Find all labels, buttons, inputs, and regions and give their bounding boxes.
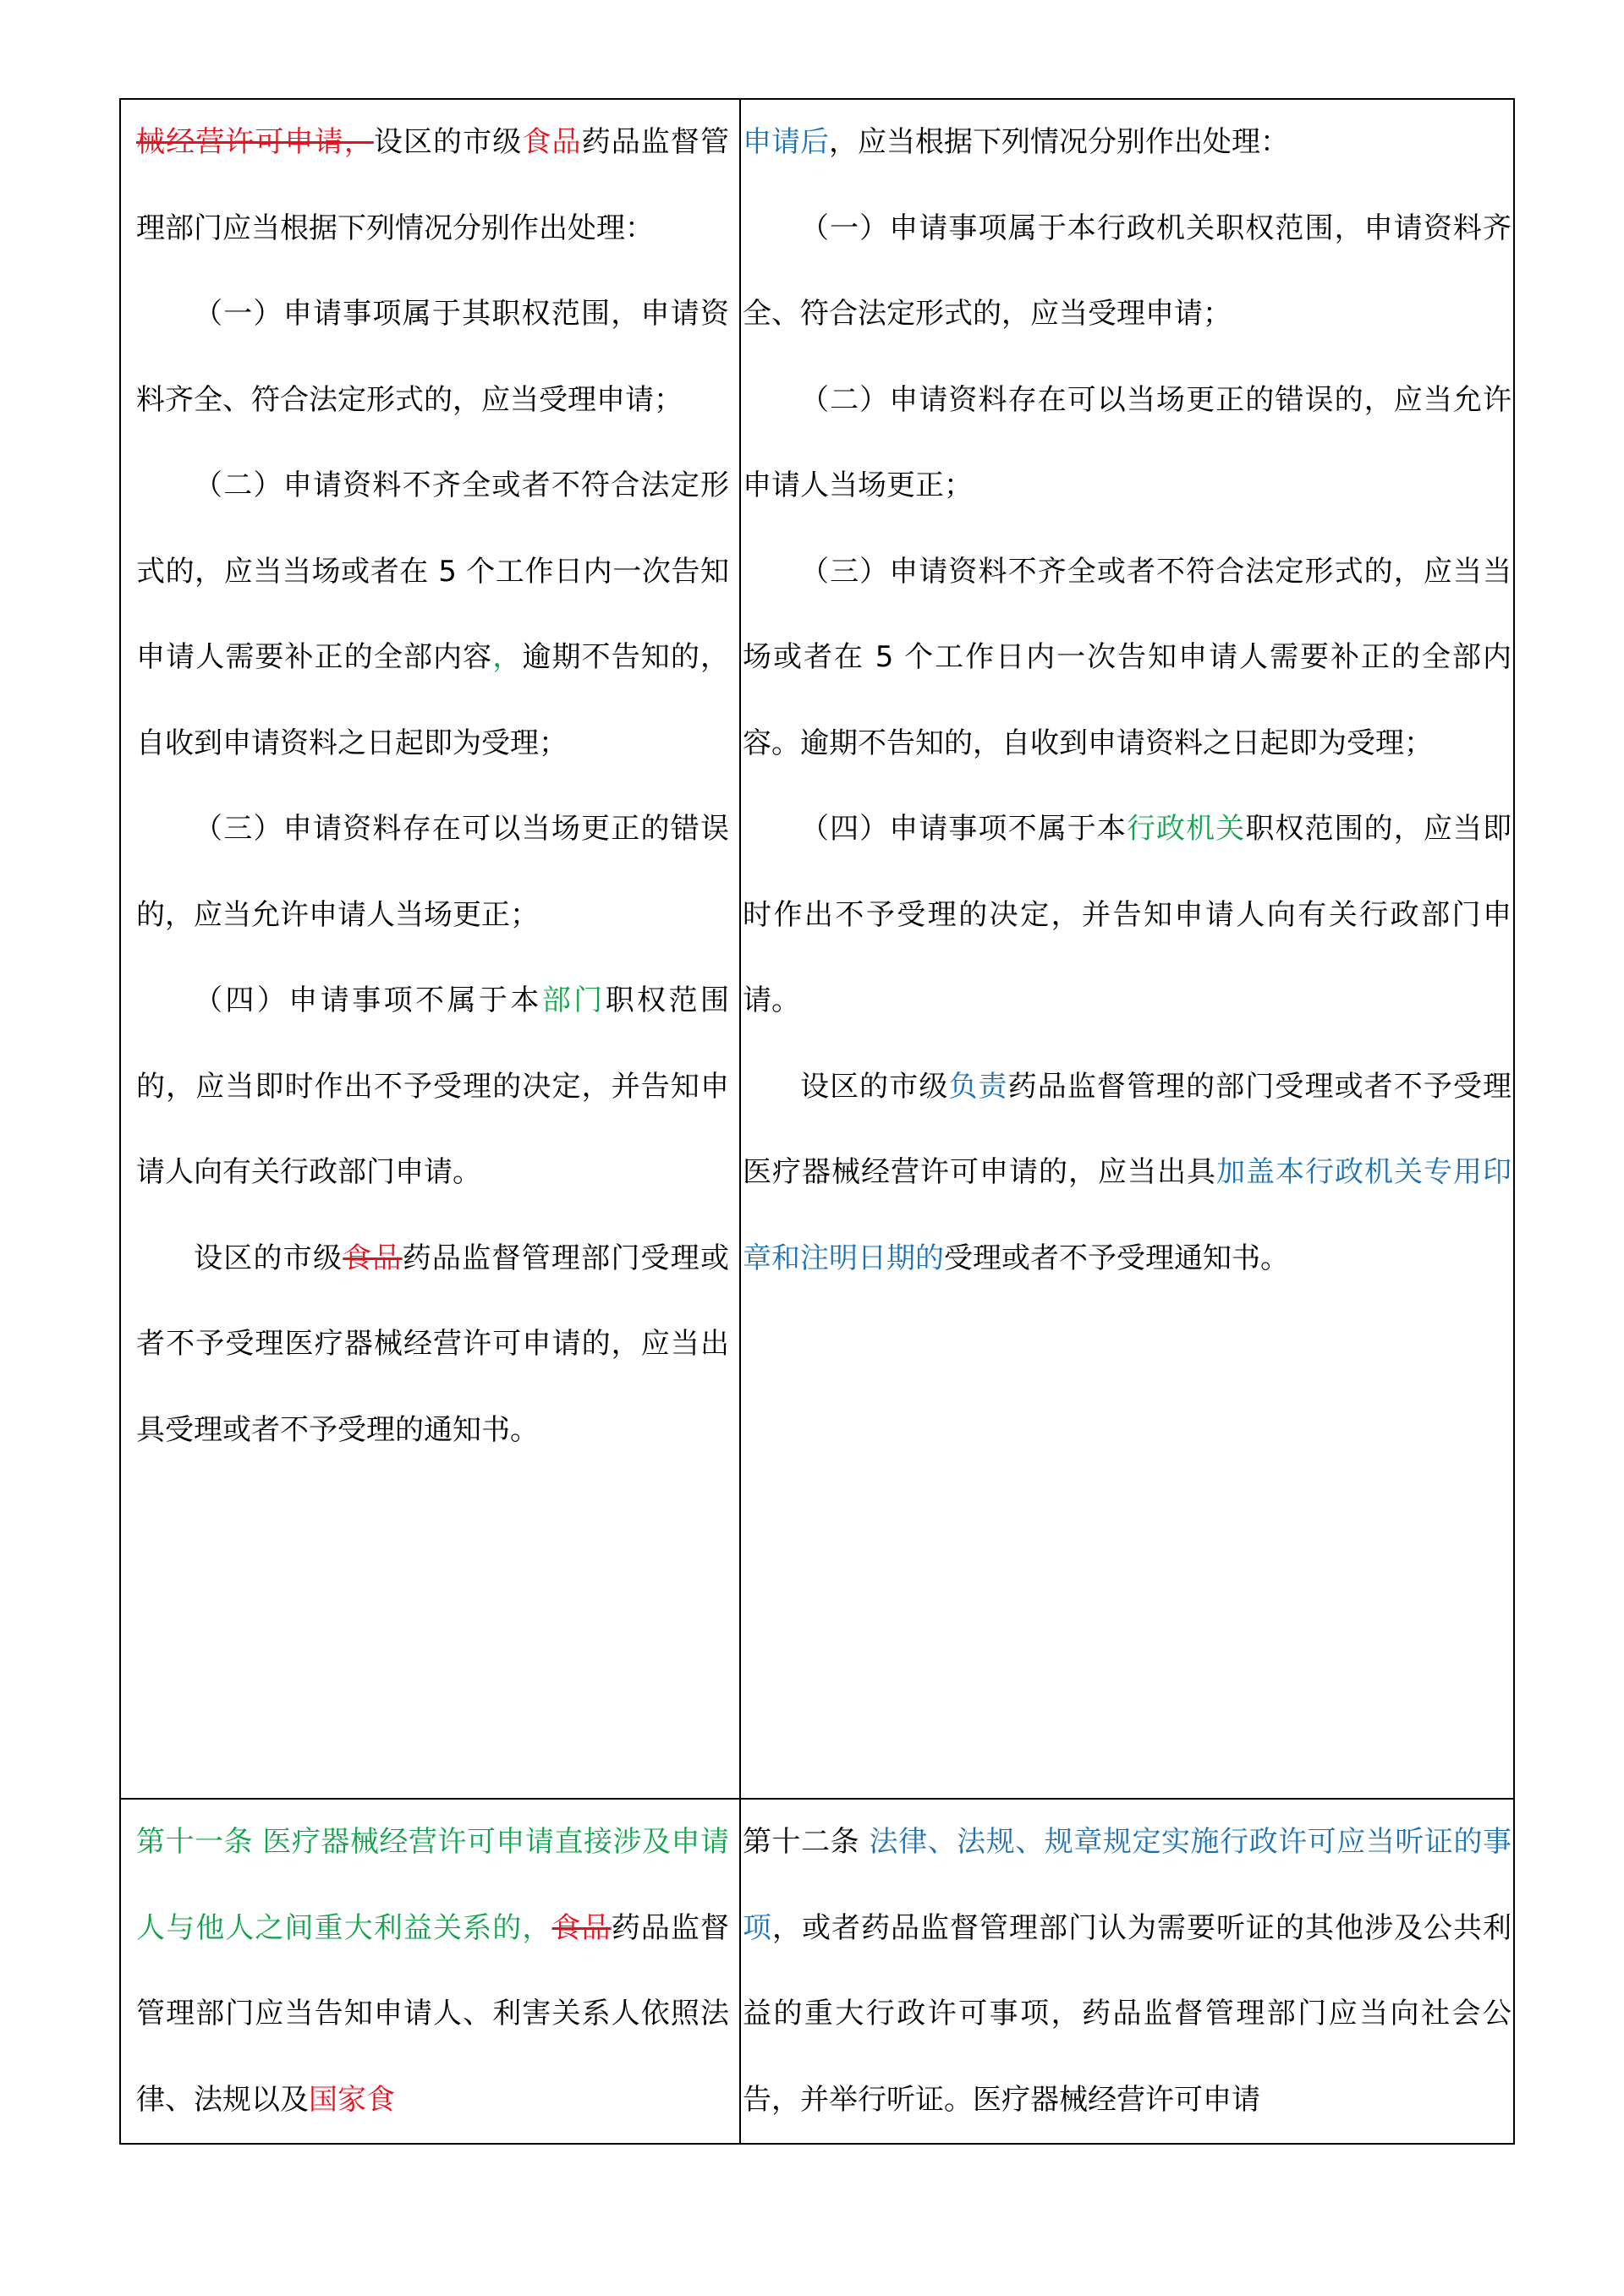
text-run: 设区的市级	[373, 125, 523, 159]
blue-text: 负责	[948, 1069, 1008, 1104]
paragraph: （二）申请资料存在可以当场更正的错误的，应当允许申请人当场更正；	[743, 382, 1512, 502]
paragraph	[743, 1044, 1512, 1302]
text-run: （二）申请资料不齐全或者不符合法定形式的，应当当场或者在 5 个工作日内一次告知申请人需要补正的全部内容	[136, 469, 729, 674]
text-run: ，或者药品监督管理部门认为需要听证的其他涉及公共利益的重大行政许可事项，药品监督管理部门应当向社会公告，并举行听证。医疗器械经营许可申请	[743, 1910, 1512, 2117]
paragraph: （一）申请事项属于本行政机关职权范围，申请资料齐全、符合法定形式的，应当受理申请；	[743, 211, 1512, 331]
table-row	[120, 1799, 1514, 2144]
paragraph: （一）申请事项属于其职权范围，申请资料齐全、符合法定形式的，应当受理申请；	[136, 297, 729, 417]
text-run: 设区的市级	[194, 1241, 343, 1275]
text-run: 药品监督管理的部门受理或者不予受理医疗器械经营许可申请的，应当出具	[743, 1069, 1512, 1189]
blue-text: 申请后	[743, 125, 829, 159]
green-text: 第十一条 医疗器械经营许可申请直接涉及申请人与他人之间重大利益关系的，	[136, 1825, 729, 1945]
paragraph	[136, 443, 729, 786]
blue-text: 加盖本行政机关专用印章和注明日期的	[743, 1155, 1512, 1275]
paragraph: （三）申请资料不齐全或者不符合法定形式的，应当当场或者在 5 个工作日内一次告知申请人需要补正的全部内容。逾期不告知的，自收到申请资料之日起即为受理；	[743, 554, 1512, 760]
green-text: 行政机关	[1126, 812, 1246, 846]
paragraph	[743, 100, 1512, 186]
text-run: 职权范围的，应当即时作出不予受理的决定，并告知申请人向有关行政部门申请。	[136, 984, 729, 1189]
red-text: 国家食	[309, 2082, 395, 2117]
text-run: 逾期不告知的，自收到申请资料之日起即为受理；	[136, 640, 730, 760]
left-cell-top	[120, 99, 740, 1799]
table-row	[120, 99, 1514, 1799]
deleted-text: 食品	[343, 1241, 403, 1275]
paragraph	[136, 958, 729, 1216]
text-run: 药品监督管理部门受理或者不予受理医疗器械经营许可申请的，应当出具受理或者不予受理的通知书。	[136, 1241, 730, 1447]
paragraph	[136, 100, 729, 271]
text-run: 受理或者不予受理通知书。	[944, 1241, 1289, 1275]
right-cell-bottom	[740, 1799, 1514, 2144]
paragraph	[136, 1800, 729, 2143]
red-text: 食品	[522, 125, 582, 159]
text-run: 第十二条	[743, 1825, 870, 1859]
green-text: 部门	[541, 984, 606, 1017]
text-run: 职权范围的，应当即时作出不予受理的决定，并告知申请人向有关行政部门申请。	[743, 812, 1512, 1017]
deleted-text: 食品	[551, 1910, 612, 1945]
text-run: ，应当根据下列情况分别作出处理：	[829, 125, 1289, 159]
comparison-table	[119, 98, 1515, 2145]
left-cell-bottom	[120, 1799, 740, 2144]
text-run: 药品监督管理部门应当告知申请人、利害关系人依照法律、法规以及	[136, 1910, 730, 2117]
paragraph: （三）申请资料存在可以当场更正的错误的，应当允许申请人当场更正；	[136, 812, 729, 932]
paragraph	[743, 786, 1512, 1044]
deleted-text: 械经营许可申请，	[136, 125, 374, 159]
paragraph	[136, 1216, 729, 1474]
text-run: （四）申请事项不属于本	[800, 812, 1127, 846]
paragraph	[743, 1800, 1512, 2143]
blue-text: 法律、法规、规章规定实施行政许可应当听证的事项	[743, 1825, 1512, 1945]
text-run: 药品监督管理部门应当根据下列情况分别作出处理：	[136, 125, 730, 245]
green-text: ，	[492, 640, 523, 674]
right-cell-top	[740, 99, 1514, 1799]
text-run: （四）申请事项不属于本	[194, 984, 542, 1017]
text-run: 设区的市级	[800, 1069, 949, 1104]
